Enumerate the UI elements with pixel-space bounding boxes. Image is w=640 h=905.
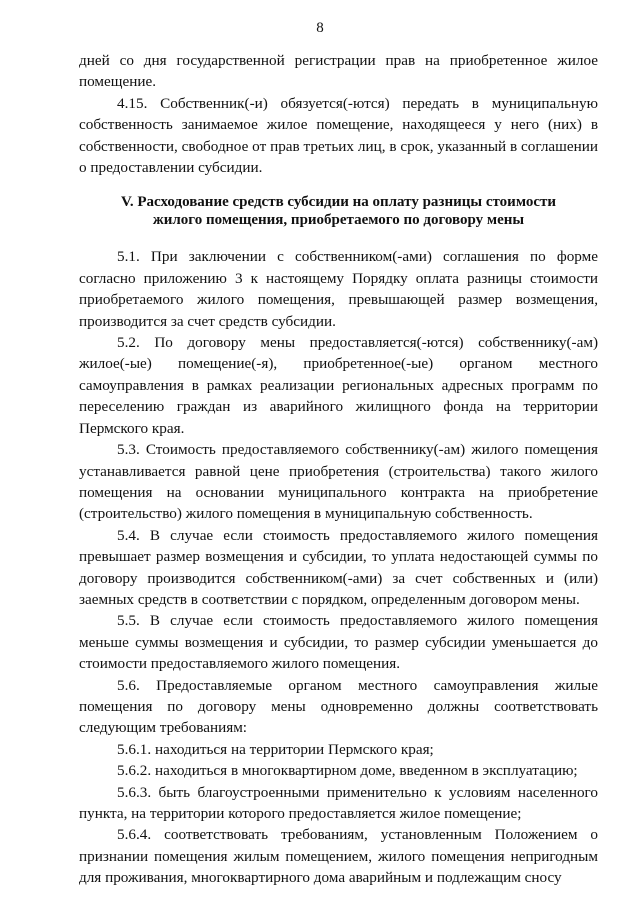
- paragraph-5-1: 5.1. При заключении с собственником(-ами) соглашения по форме согласно приложению 3 к настоящему Порядку оплата разницы стоимости приобретаемого жилого помещения, превышающей размер возмещения, производится за счет средств субсидии.: [79, 248, 598, 330]
- paragraph-4-15: 4.15. Собственник(-и) обязуется(-ются) передать в муниципальную собственность занимаемое жилое помещение, находящееся у него (них) в собственности, свободное от прав третьих лиц, в срок, указанный в соглашении о предоставлении субсидии.: [79, 94, 598, 177]
- page-number: 8: [316, 20, 324, 36]
- paragraph-5-3: 5.3. Стоимость предоставляемого собственнику(-ам) жилого помещения устанавливается равной цене приобретения (строительства) такого жилого помещения на основании муниципального контракта на приобретение (строительство) жилого помещения в муниципальную собственность.: [79, 441, 598, 523]
- section-heading-line-1: V. Расходование средств субсидии на оплату разницы стоимости: [120, 194, 557, 211]
- paragraph-5-4: 5.4. В случае если стоимость предоставляемого жилого помещения превышает размер возмещения и субсидии, то уплата недостающей суммы по договору производится собственником(-ами) за счет собственных и (или) заемных средств в соответствии с порядком, определенным договором мены.: [79, 526, 598, 608]
- paragraph-5-6-4: 5.6.4. соответствовать требованиям, установленным Положением о признании помещения жилым помещением, жилого помещения непригодным для проживания, многоквартирного дома аварийным и подлежащим сносу: [79, 826, 598, 887]
- paragraph-5-6: 5.6. Предоставляемые органом местного самоуправления жилые помещения по договору мены одновременно должны соответствовать следующим требованиям:: [79, 676, 598, 737]
- section-heading-line-2: жилого помещения, приобретаемого по договору мены: [152, 211, 525, 228]
- paragraph-5-6-1: 5.6.1. находиться на территории Пермского края;: [117, 740, 434, 758]
- paragraph-continuation: дней со дня государственной регистрации прав на приобретенное жилое помещение.: [79, 52, 598, 91]
- document-body: [79, 50, 598, 889]
- paragraph-5-5: 5.5. В случае если стоимость предоставляемого жилого помещения меньше суммы возмещения и субсидии, то размер субсидии уменьшается до стоимости предоставляемого жилого помещения.: [79, 612, 598, 673]
- paragraph-5-6-2: 5.6.2. находиться в многоквартирном доме, введенном в эксплуатацию;: [117, 762, 578, 780]
- section-heading: [79, 194, 598, 229]
- paragraph-5-6-3: 5.6.3. быть благоустроенными применительно к условиям населенного пункта, на территории которого предоставляется жилое помещение;: [79, 783, 598, 822]
- paragraph-5-2: 5.2. По договору мены предоставляется(-ются) собственнику(-ам) жилое(-ые) помещение(-я), приобретенное(-ые) органом местного самоуправления в рамках реализации региональных адресных программ по переселению граждан из аварийного жилищного фонда на территории Пермского края.: [79, 334, 598, 437]
